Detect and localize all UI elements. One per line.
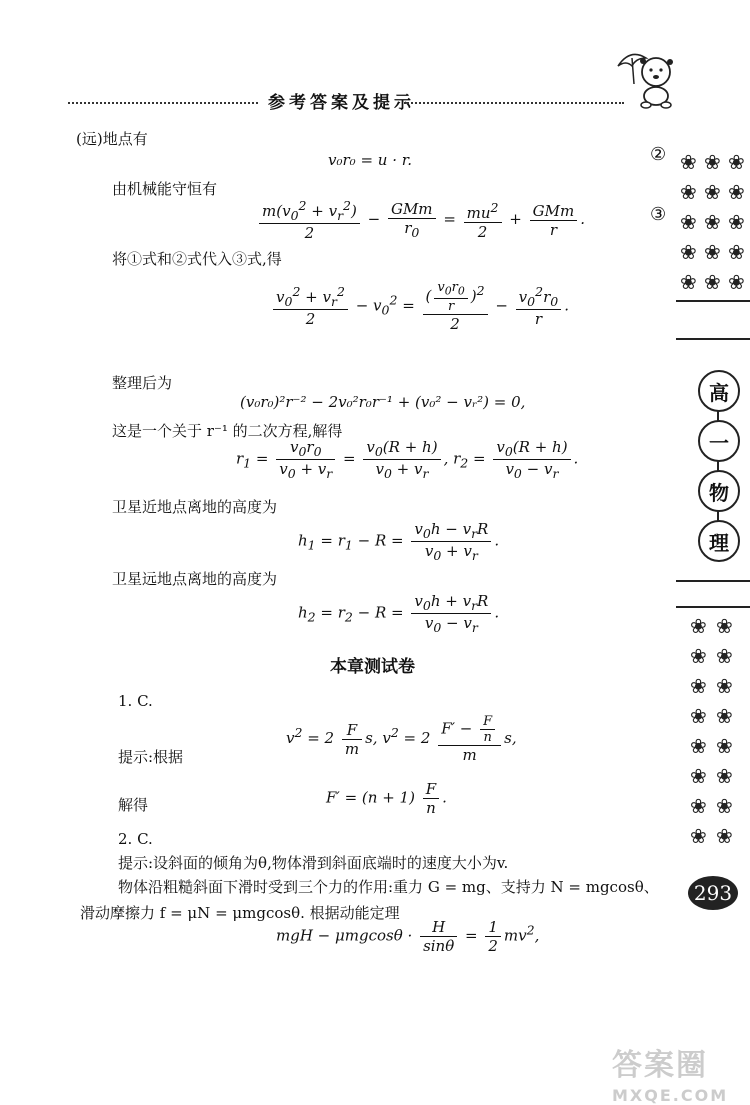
header-dotted-line-right: [404, 102, 624, 104]
line-quadratic-in-r: 这是一个关于 r⁻¹ 的二次方程,解得: [112, 422, 343, 440]
hint-2: 提示:设斜面的倾角为θ,物体滑到斜面底端时的速度大小为v.: [118, 854, 509, 872]
equation-work-energy: mgH − μmgcosθ · $\frac{H}{\sin\theta}$ = $\frac{1}{2}$ $mv^2$,: [276, 918, 540, 955]
watermark: [612, 1040, 728, 1105]
hint-2-line-3: 滑动摩擦力 f = μN = μmgcosθ. 根据动能定理: [80, 904, 400, 922]
vertical-title-char-2: 一: [698, 420, 740, 462]
hint-2-line-2: 物体沿粗糙斜面下滑时受到三个力的作用:重力 G = mg、支持力 N = mgcosθ、: [118, 878, 659, 896]
vertical-title-char-1: 高: [698, 370, 740, 412]
hint-1-label: 提示:根据: [118, 748, 184, 766]
equation-f-prime: F′ = (n + 1) $\frac{F}{n}$ .: [326, 780, 447, 817]
equation-quadratic: (v₀r₀)²r⁻² − 2v₀²r₀r⁻¹ + (v₀² − vᵣ²) = 0,: [240, 393, 526, 411]
equation-energy-conservation: $\frac{m(v_0^2 + v_r^2)}{2}$ − $\frac{\text{GMm}}{r_0}$ = $\frac{mu^2}{2}$ + $\frac{\text{GMm}}{r}$ .: [256, 198, 585, 242]
watermark-url: MXQE.COM: [612, 1086, 729, 1105]
line-rearranged: 整理后为: [112, 374, 173, 392]
sidebar-divider-top-2: [676, 338, 750, 340]
watermark-logo-text: 答案圈: [612, 1048, 708, 1083]
circled-label-3: ③: [650, 204, 667, 225]
line-energy-conservation: 由机械能守恒有: [112, 180, 218, 198]
vertical-title-char-3: 物: [698, 470, 740, 512]
page-number: 293: [688, 876, 738, 910]
line-far-point: (远)地点有: [76, 130, 148, 148]
equation-h2: $h_2 = r_2 - R$ = $\frac{v_0h + v_rR}{v_0 - v_r}$ .: [298, 592, 500, 635]
equation-v-squared: $v^2 = 2$ $\frac{F}{m}$ s, $v^2 = 2$ F′ − $\frac{F}{n}$ m s,: [286, 714, 517, 764]
sidebar-divider-bottom: [676, 580, 750, 582]
header-dotted-line-left: [68, 102, 258, 104]
section-title: 本章测试卷: [330, 657, 415, 677]
solve-label: 解得: [118, 796, 149, 814]
line-perigee-height: 卫星近地点离地的高度为: [112, 498, 278, 516]
mascot-with-umbrella-icon: [612, 44, 684, 110]
question-2-answer: 2. C.: [118, 830, 153, 848]
sidebar-divider-bottom-2: [676, 606, 750, 608]
equation-angular-momentum: v₀r₀ = u · r.: [328, 151, 413, 169]
header-title: 参考答案及提示: [268, 93, 415, 113]
vertical-title-char-4: 理: [698, 520, 740, 562]
equation-h1: $h_1 = r_1 - R$ = $\frac{v_0h - v_rR}{v_0 + v_r}$ .: [298, 520, 500, 563]
sidebar-divider-top: [676, 300, 750, 302]
line-apogee-height: 卫星远地点离地的高度为: [112, 570, 278, 588]
equation-roots: $r_1$ = $\frac{v_0r_0}{v_0 + v_r}$ = $\frac{v_0(R + h)}{v_0 + v_r}$ , $r_2$ = $\frac{v_0(R + h)}{v_0 - v_r}$ .: [236, 438, 579, 481]
circled-label-2: ②: [650, 144, 667, 165]
question-1-answer: 1. C.: [118, 692, 153, 710]
line-substitute: 将①式和②式代入③式,得: [112, 250, 282, 268]
equation-substituted: $\frac{v_0^2 + v_r^2}{2}$ − $v_0^2$ = ( $\frac{v_0r_0}{r}$ )$^2$ 2 − $\frac{v_0^2r_0}{r}$ .: [270, 280, 569, 333]
